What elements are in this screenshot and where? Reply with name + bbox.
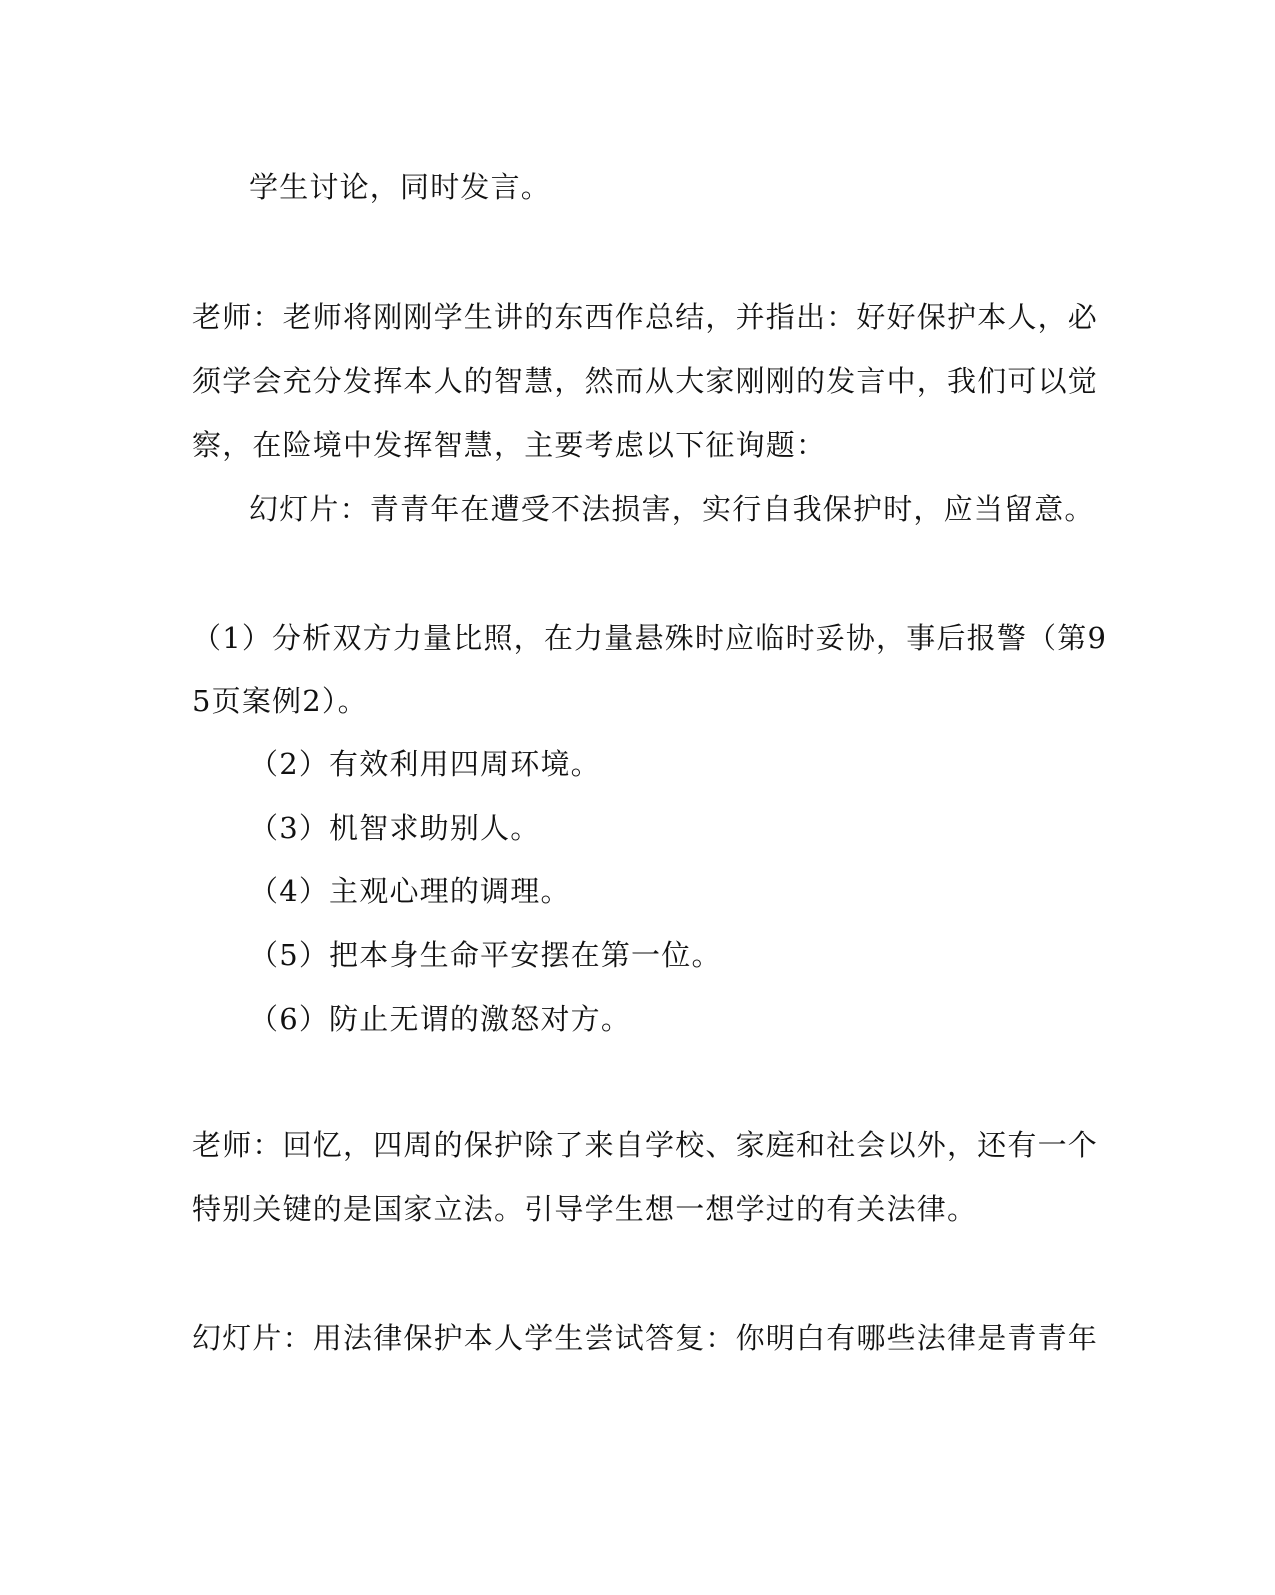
list-item-3: （3）机智求助别人。 (249, 811, 541, 845)
list-item-6: （6）防止无谓的激怒对方。 (249, 1002, 632, 1036)
paragraph-teacher-summary-line-2: 须学会充分发挥本人的智慧，然而从大家刚刚的发言中，我们可以觉 (192, 364, 1099, 398)
paragraph-teacher-recall-line-2: 特别关键的是国家立法。引导学生想一想学过的有关法律。 (192, 1192, 978, 1226)
paragraph-student-discussion: 学生讨论，同时发言。 (249, 170, 552, 204)
paragraph-teacher-summary-line-3: 察，在险境中发挥智慧，主要考虑以下征询题： (192, 428, 827, 462)
list-item-5: （5）把本身生命平安摆在第一位。 (249, 938, 722, 972)
list-item-4: （4）主观心理的调理。 (249, 874, 571, 908)
list-item-1-line-1: （1）分析双方力量比照，在力量悬殊时应临时妥协，事后报警（第9 (192, 621, 1108, 655)
paragraph-teacher-recall-line-1: 老师：回忆，四周的保护除了来自学校、家庭和社会以外，还有一个 (192, 1128, 1099, 1162)
list-item-2: （2）有效利用四周环境。 (249, 747, 601, 781)
paragraph-slide-self-protection: 幻灯片：青青年在遭受不法损害，实行自我保护时，应当留意。 (249, 492, 1095, 526)
list-item-1-line-2: 5页案例2）。 (192, 684, 368, 718)
paragraph-slide-law-protection: 幻灯片：用法律保护本人学生尝试答复：你明白有哪些法律是青青年 (192, 1321, 1099, 1355)
paragraph-teacher-summary-line-1: 老师：老师将刚刚学生讲的东西作总结，并指出：好好保护本人，必 (192, 300, 1099, 334)
